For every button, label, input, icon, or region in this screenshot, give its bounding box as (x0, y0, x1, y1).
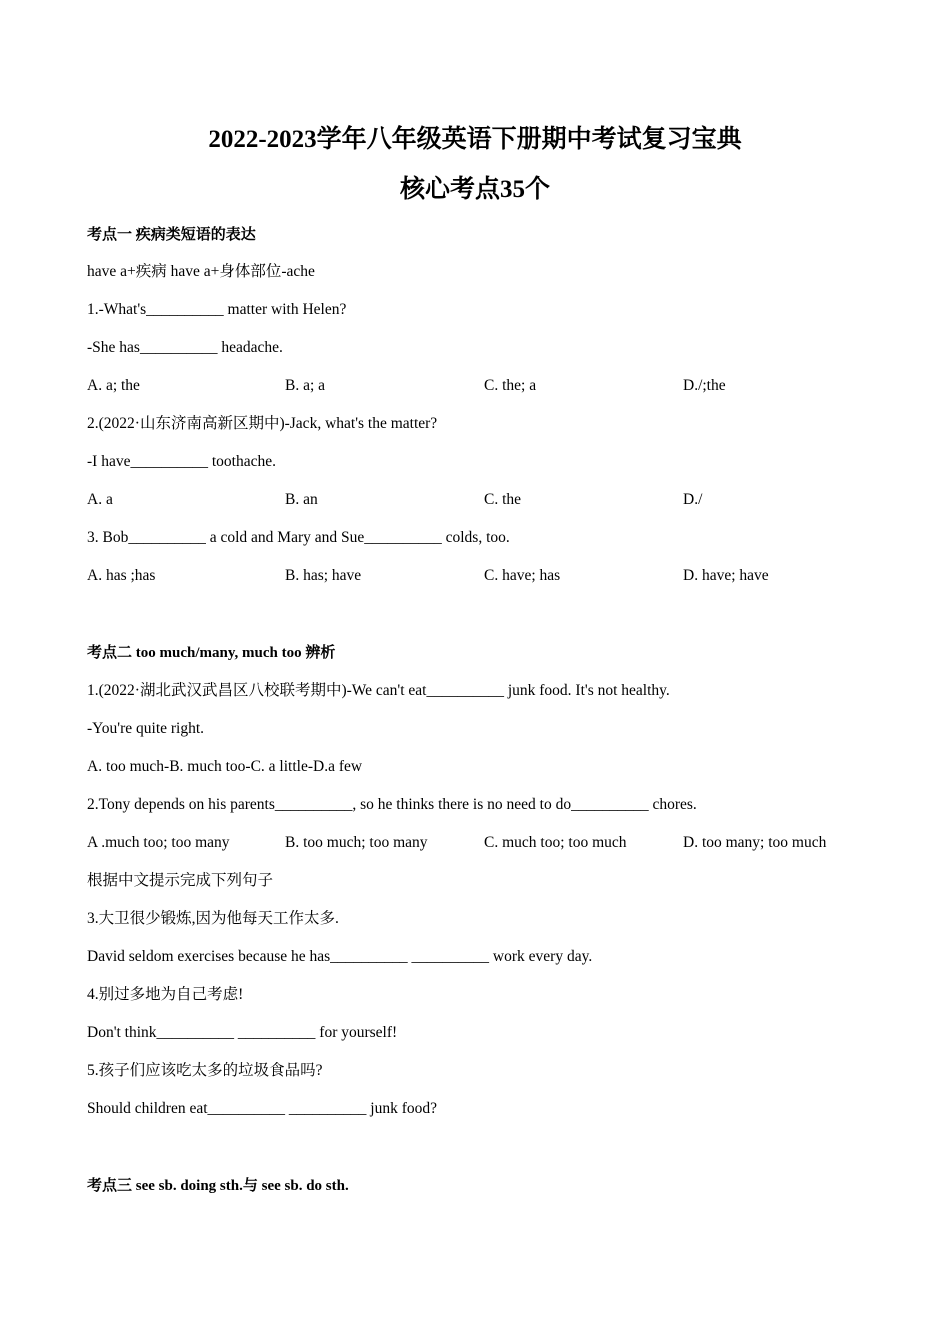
option-c: C. the; a (484, 377, 537, 394)
question-2-3-chinese: 3.大卫很少锻炼,因为他每天工作太多. (87, 910, 339, 927)
question-2-5-chinese: 5.孩子们应该吃太多的垃圾食品吗? (87, 1062, 323, 1079)
question-2-1-line2: -You're quite right. (87, 720, 205, 737)
question-1-2-line2: -I have__________ toothache. (87, 453, 276, 470)
option-b: B. a; a (285, 377, 326, 394)
option-c: C. much too; too much (484, 834, 627, 851)
option-a: A. a; the (87, 377, 140, 394)
option-c: C. have; has (484, 567, 561, 584)
option-a: A .much too; too many (87, 834, 230, 851)
option-a: A. has ;has (87, 567, 156, 584)
document-title: 2022-2023学年八年级英语下册期中考试复习宝典 (208, 126, 742, 153)
option-d: D. too many; too much (683, 834, 827, 851)
question-2-4-chinese: 4.别过多地为自己考虑! (87, 986, 244, 1003)
document-subtitle: 核心考点35个 (399, 176, 550, 203)
option-d: D./ (683, 491, 703, 508)
instruction-text: 根据中文提示完成下列句子 (87, 872, 274, 889)
section-heading-1: 考点一 疾病类短语的表达 (87, 227, 256, 243)
section-heading-3: 考点三 see sb. doing sth.与 see sb. do sth. (87, 1178, 349, 1194)
option-b: B. too much; too many (285, 834, 428, 851)
option-c: C. the (484, 491, 522, 508)
question-2-5-english: Should children eat__________ __________ junk food? (87, 1100, 437, 1117)
question-2-1-line1: 1.(2022·湖北武汉武昌区八校联考期中)-We can't eat__________ junk food. It's not healthy. (87, 682, 670, 699)
question-1-3-line1: 3. Bob__________ a cold and Mary and Sue__________ colds, too. (87, 529, 510, 546)
option-a: A. a (87, 491, 113, 508)
option-d: D. have; have (683, 567, 769, 584)
question-2-2-line1: 2.Tony depends on his parents__________, so he thinks there is no need to do__________ chores. (87, 796, 697, 813)
question-2-3-english: David seldom exercises because he has__________ __________ work every day. (87, 948, 593, 965)
question-1-1-line2: -She has__________ headache. (87, 339, 283, 356)
section-heading-2: 考点二 too much/many, much too 辨析 (87, 645, 336, 661)
question-1-2-line1: 2.(2022·山东济南高新区期中)-Jack, what's the matter? (87, 415, 438, 432)
question-2-4-english: Don't think__________ __________ for yourself! (87, 1024, 398, 1041)
option-b: B. has; have (285, 567, 362, 584)
question-2-1-options: A. too much-B. much too-C. a little-D.a few (87, 758, 363, 775)
question-1-1-line1: 1.-What's__________ matter with Helen? (87, 301, 347, 318)
option-d: D./;the (683, 377, 726, 394)
option-b: B. an (285, 491, 318, 508)
section-note: have a+疾病 have a+身体部位-ache (87, 263, 315, 280)
